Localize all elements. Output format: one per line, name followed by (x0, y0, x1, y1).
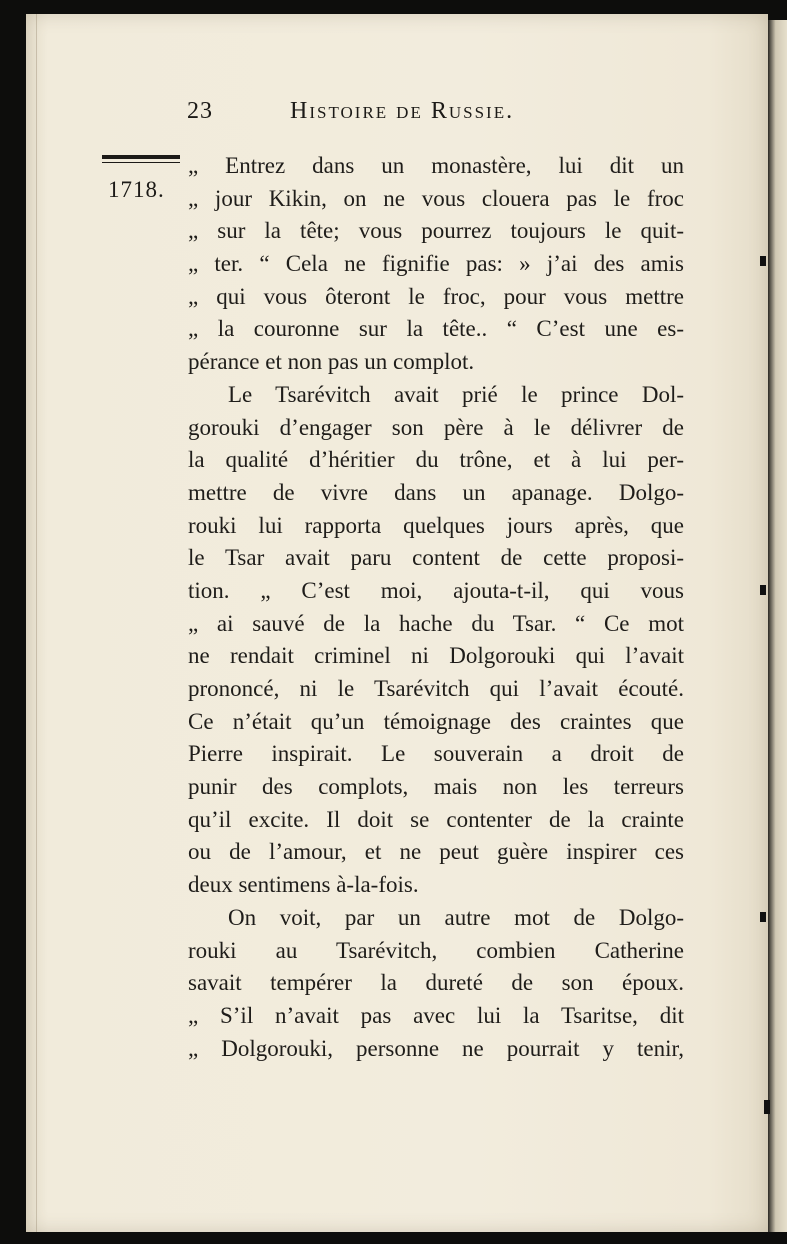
text-line: „ Dolgorouki, personne ne pourrait y tenir, (188, 1035, 684, 1061)
text-line: Pierre inspirait. Le souverain a droit de (188, 741, 684, 767)
text-line: le Tsar avait paru content de cette proposi- (188, 545, 684, 571)
text-line: „ ai sauvé de la hache du Tsar. “ Ce mot (188, 610, 684, 636)
text-line: savait tempérer la dureté de son époux. (188, 970, 684, 996)
margin-year: 1718. (108, 177, 165, 202)
text-line: On voit, par un autre mot de Dolgo- (228, 904, 684, 930)
text-line: ne rendait criminel ni Dolgorouki qui l’avait (188, 643, 684, 669)
bookmark-notch (760, 585, 766, 595)
text-line: tion. „ C’est moi, ajouta-t-il, qui vous (188, 577, 684, 603)
page-edge-line (36, 14, 37, 1232)
text-line: rouki lui rapporta quelques jours après, que (188, 512, 684, 538)
text-line: deux sentimens à-la-fois. (188, 872, 419, 898)
text-line: pérance et non pas un complot. (188, 349, 475, 375)
text-line: mettre de vivre dans un apanage. Dolgo- (188, 479, 684, 505)
bookmark-notch (764, 1100, 770, 1114)
text-line: Ce n’était qu’un témoignage des craintes que (188, 708, 684, 734)
bookmark-notch (760, 912, 766, 922)
text-line: punir des complots, mais non les terreurs (188, 774, 684, 800)
text-line: prononcé, ni le Tsarévitch qui l’avait écouté. (188, 676, 684, 701)
text-line: rouki au Tsarévitch, combien Catherine (188, 937, 684, 963)
text-line: „ sur la tête; vous pourrez toujours le quit- (188, 218, 684, 244)
text-line: „ S’il n’avait pas avec lui la Tsaritse, dit (188, 1002, 684, 1028)
text-line: gorouki d’engager son père à le délivrer de (188, 414, 684, 440)
text-line: „ jour Kikin, on ne vous clouera pas le froc (188, 185, 684, 211)
body-text (188, 150, 684, 1065)
text-line: ou de l’amour, et ne peut guère inspirer ces (188, 839, 684, 865)
text-line: Le Tsarévitch avait prié le prince Dol- (228, 381, 684, 407)
text-line: „ la couronne sur la tête.. “ C’est une es- (188, 316, 684, 342)
text-line: la qualité d’héritier du trône, et à lui per- (188, 447, 684, 473)
text-line: qu’il excite. Il doit se contenter de la crainte (188, 806, 684, 832)
page-number: 23 (187, 98, 213, 124)
running-title: Histoire de Russie. (290, 98, 515, 124)
text-line: „ qui vous ôteront le froc, pour vous mettre (188, 283, 684, 309)
text-line: „ Entrez dans un monastère, lui dit un (188, 153, 684, 178)
margin-rule (102, 155, 180, 165)
bookmark-notch (760, 256, 766, 266)
text-line: „ ter. “ Cela ne fignifie pas: » j’ai des amis (188, 251, 684, 277)
adjacent-page-edge (768, 20, 787, 1232)
